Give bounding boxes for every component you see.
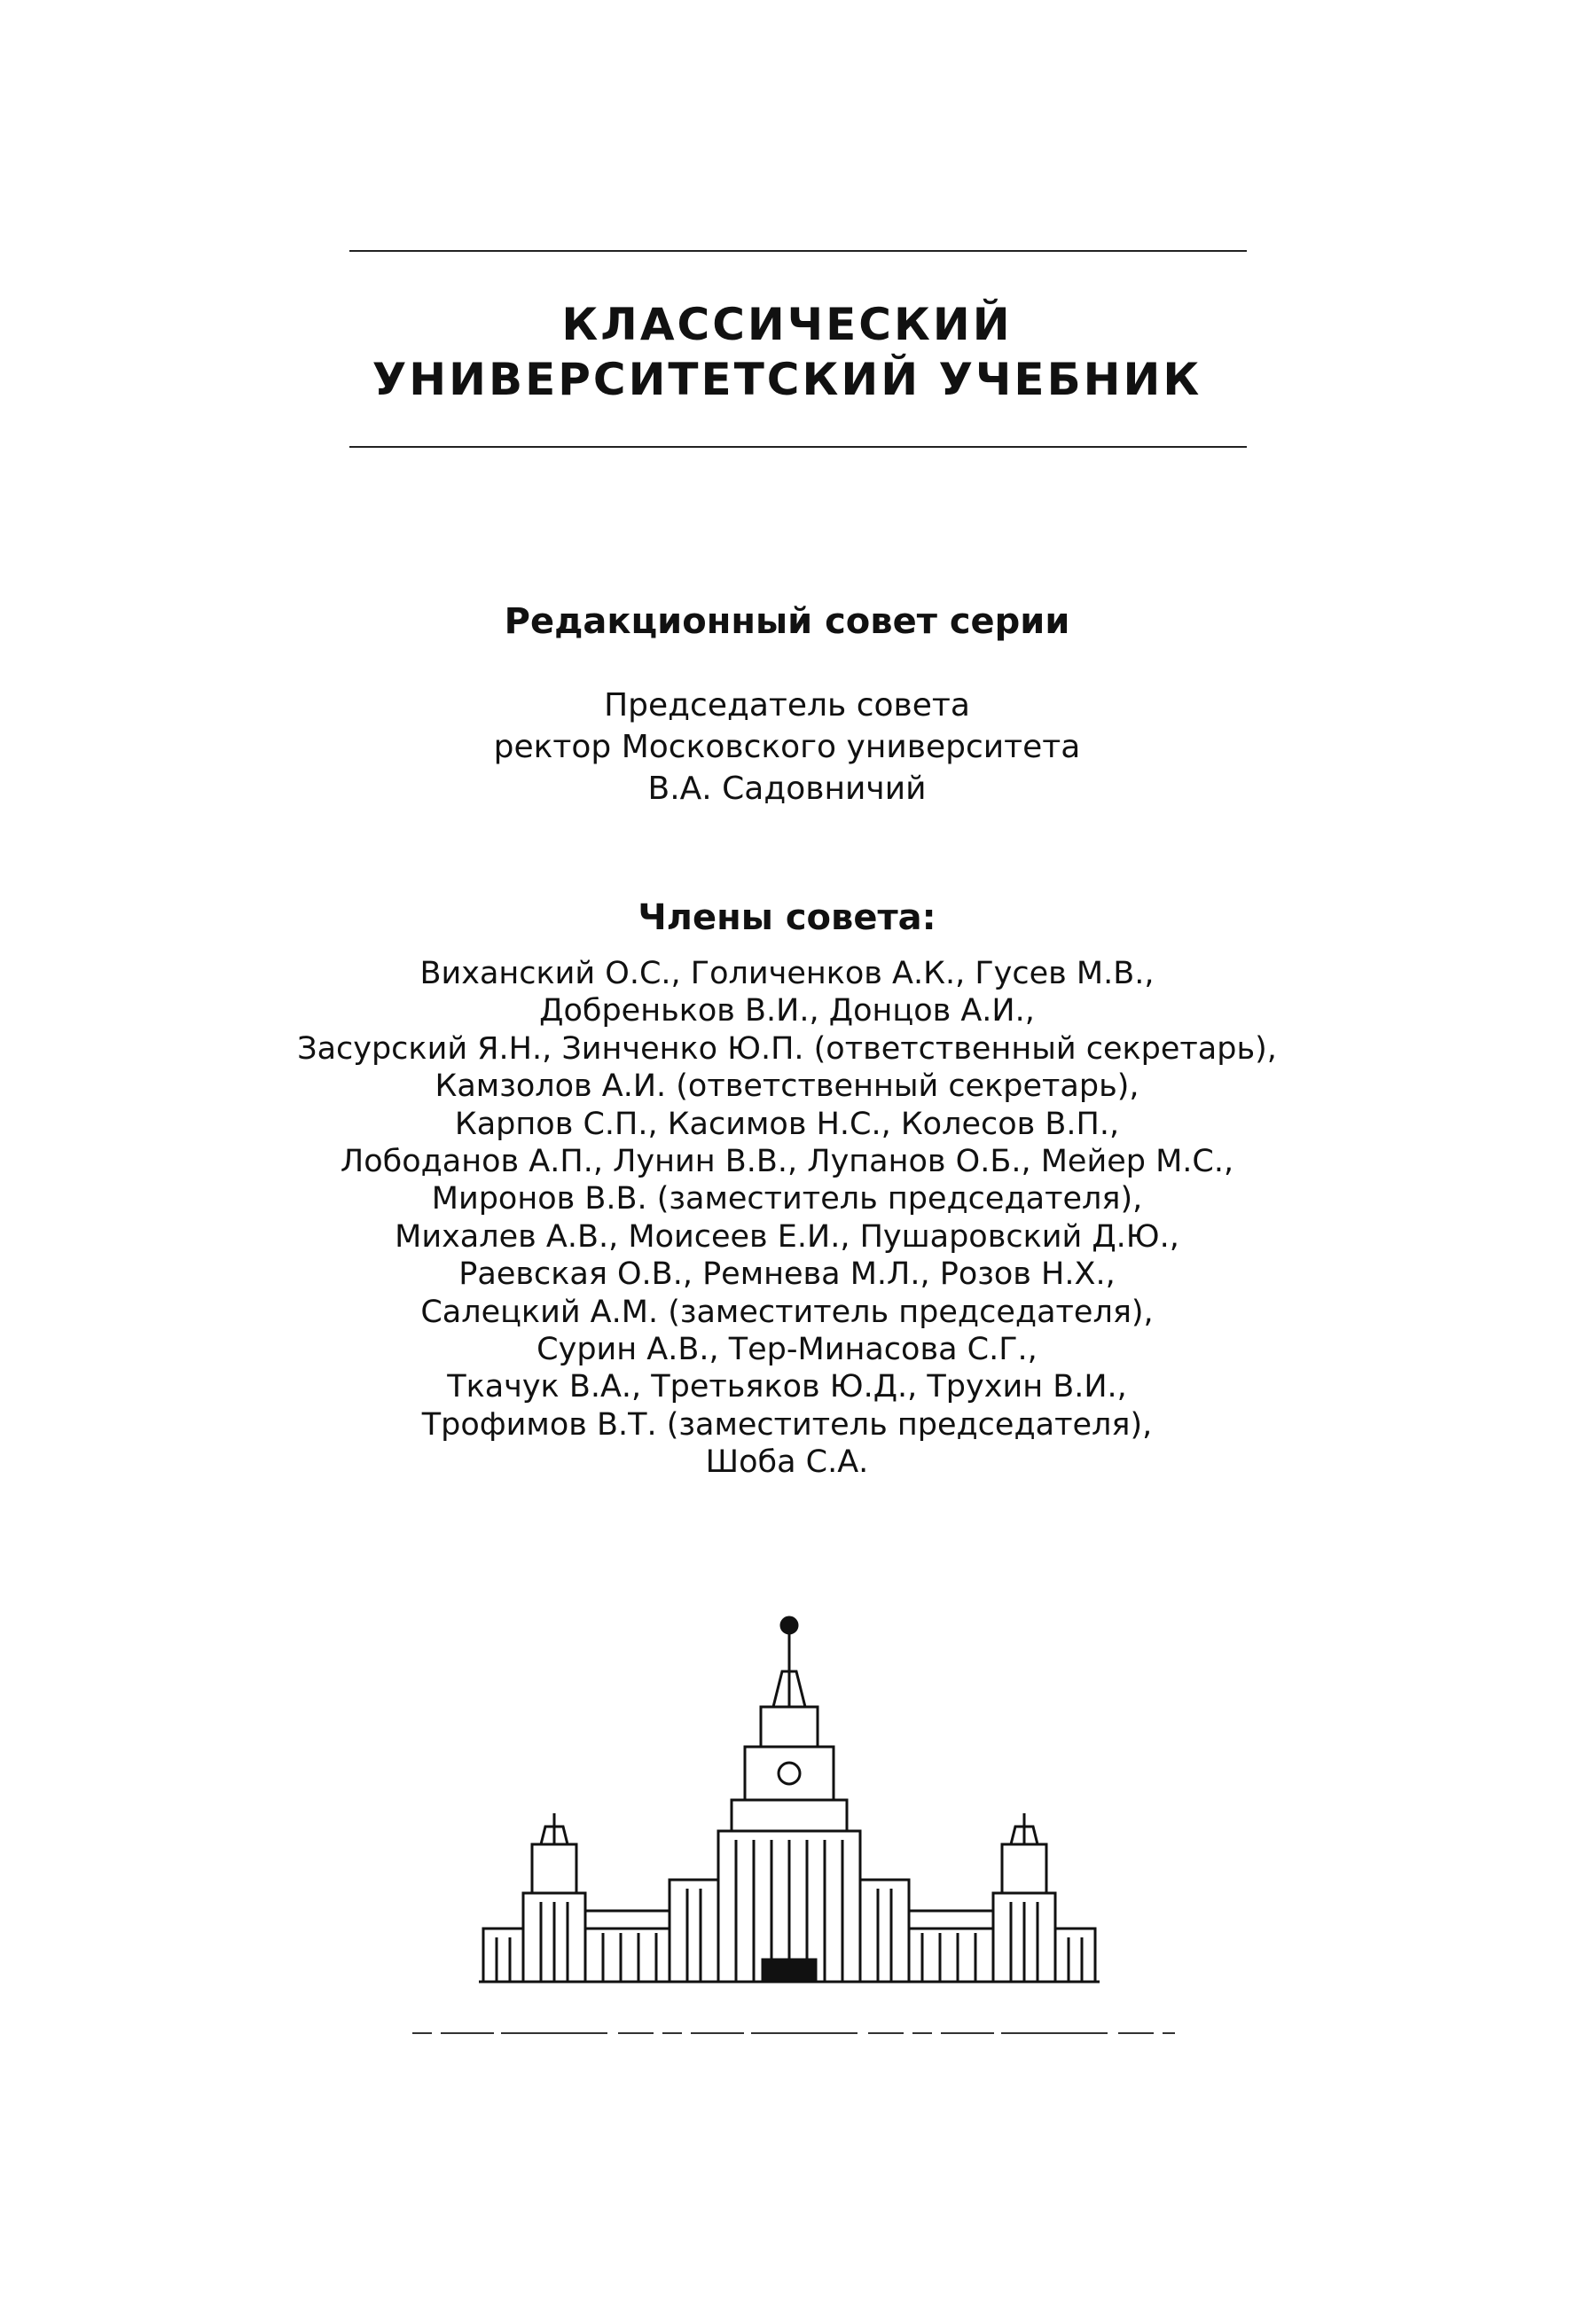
member-line: Карпов С.П., Касимов Н.С., Колесов В.П., [454,1106,1120,1142]
member-line: Михалев А.В., Моисеев Е.И., Пушаровский Д.Ю., [395,1218,1179,1255]
member-line: Салецкий А.М. (заместитель председателя), [420,1294,1154,1330]
series-title-line-2: УНИВЕРСИТЕТСКИЙ УЧЕБНИК [372,354,1202,405]
chair-line: В.А. Садовничий [647,771,927,807]
chair-line: Председатель совета [604,687,970,724]
university-building-icon [479,1609,1100,2026]
ground-line [412,2031,1175,2036]
board-heading: Редакционный совет серии [504,601,1070,642]
members-list [177,955,1397,1482]
top-divider [349,250,1247,252]
member-line: Камзолов А.И. (ответственный секретарь), [435,1068,1139,1105]
member-line: Лободанов А.П., Лунин В.В., Лупанов О.Б., Мейер М.С., [340,1144,1234,1180]
members-heading: Члены совета: [638,897,936,938]
member-line: Засурский Я.Н., Зинченко Ю.П. (ответственный секретарь), [297,1030,1277,1067]
member-line: Добреньков В.И., Донцов А.И., [539,993,1035,1029]
member-line: Миронов В.В. (заместитель председателя), [431,1181,1143,1217]
member-line: Раевская О.В., Ремнева М.Л., Розов Н.Х., [458,1256,1116,1293]
chair-line: ректор Московского университета [493,729,1081,765]
series-title-line-1: КЛАССИЧЕСКИЙ [561,299,1013,350]
member-line: Шоба С.А. [705,1444,869,1481]
member-line: Трофимов В.Т. (заместитель председателя), [421,1406,1153,1443]
chair-block [177,685,1397,810]
member-line: Сурин А.В., Тер-Минасова С.Г., [536,1332,1038,1368]
member-line: Виханский О.С., Голиченков А.К., Гусев М.В., [419,956,1155,991]
member-line: Ткачук В.А., Третьяков Ю.Д., Трухин В.И., [447,1369,1127,1405]
bottom-divider [349,446,1247,448]
